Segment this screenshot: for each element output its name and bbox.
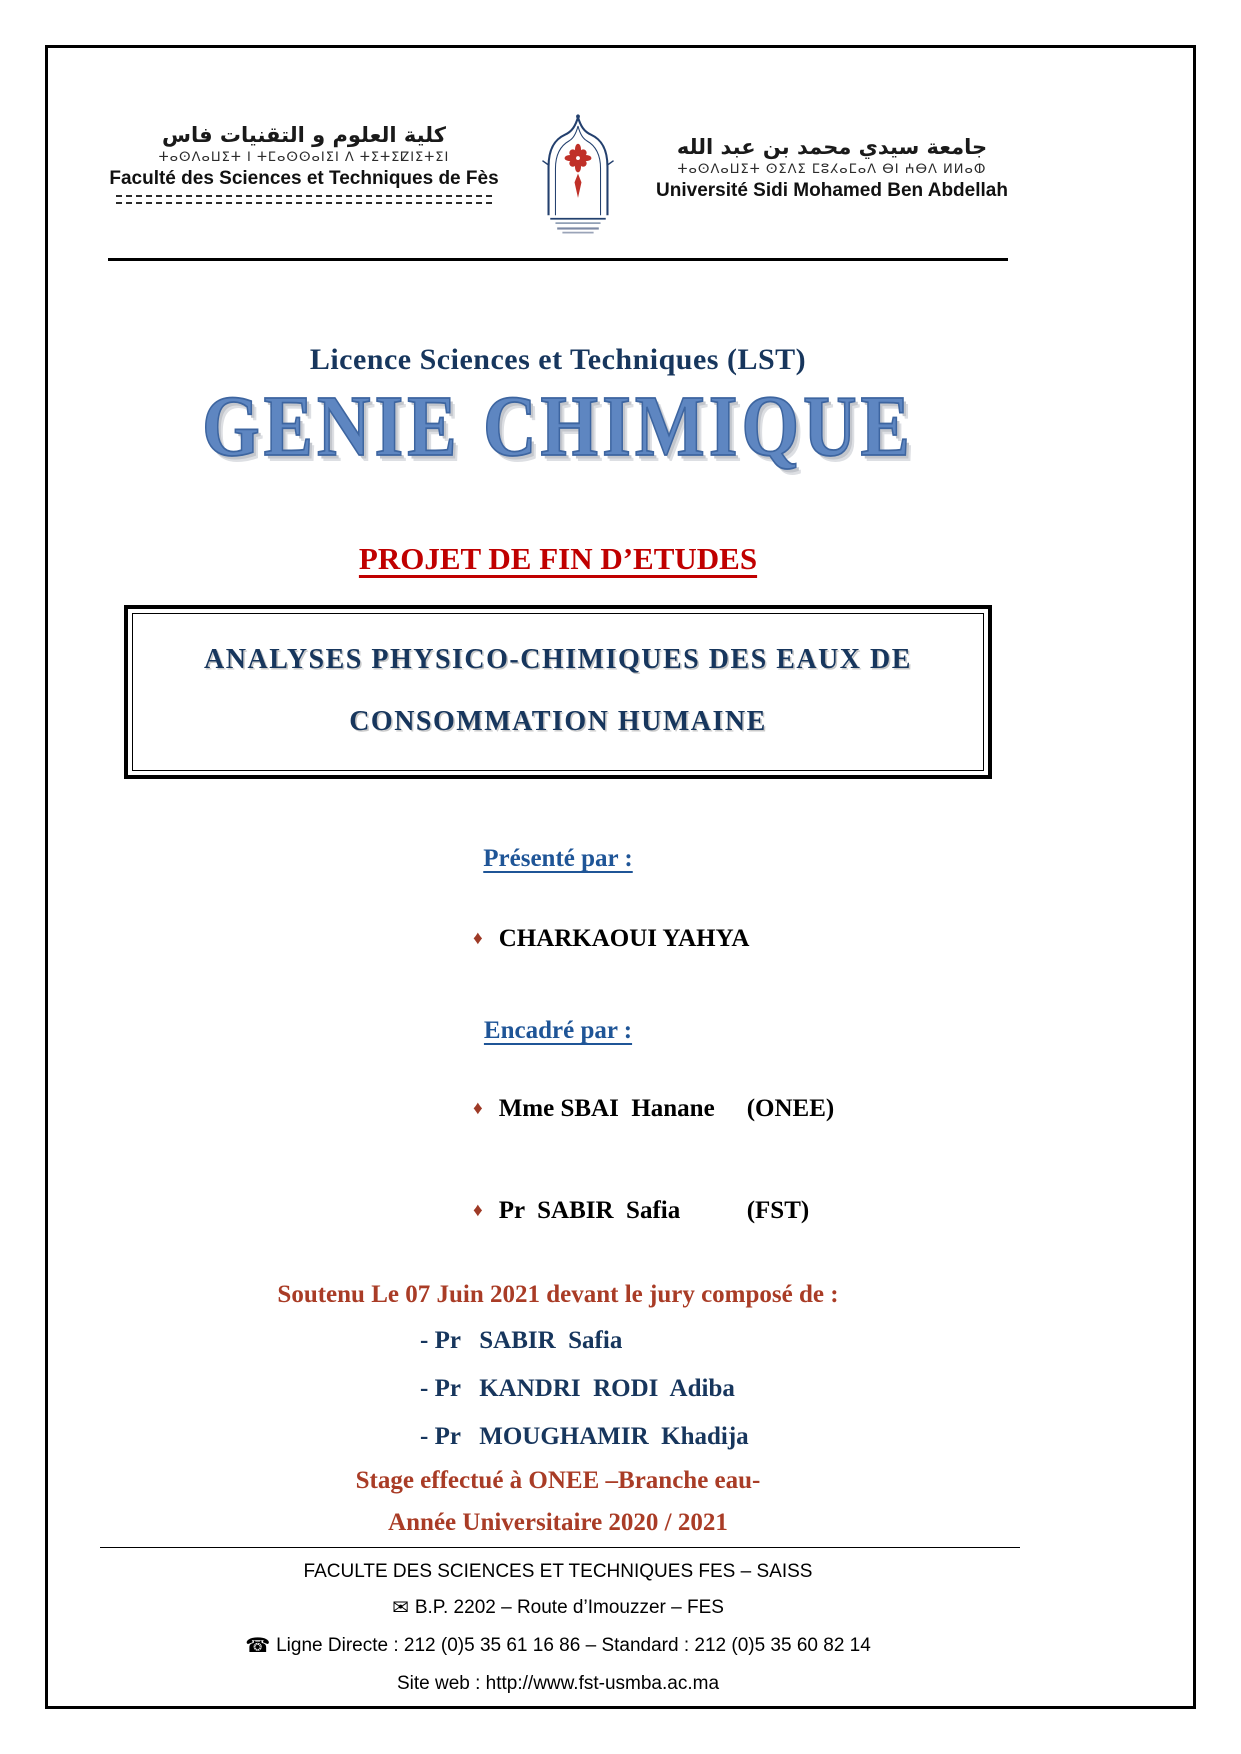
- subject-box: [124, 605, 992, 779]
- specialty-title: GENIE CHIMIQUE: [202, 378, 914, 476]
- faculty-block: [108, 123, 500, 204]
- presented-by-heading: Présenté par :: [483, 845, 633, 873]
- header: [108, 123, 1008, 248]
- student-row: [423, 891, 1008, 987]
- university-name-tifinagh: ⵜⴰⵙⴷⴰⵡⵉⵜ ⵙⵉⴷⵉ ⵎⵓⵃⴰⵎⴰⴷ ⴱⵏ ⵄⴱⴷ ⵍⵍⴰⵀ: [677, 162, 987, 177]
- jury-member: - Pr SABIR Safia: [420, 1327, 623, 1355]
- supervisor-name: Mme SBAI Hanane: [498, 1095, 715, 1123]
- footer-address-text: B.P. 2202 – Route d’Imouzzer – FES: [414, 1597, 724, 1619]
- subject-title-line1: ANALYSES PHYSICO-CHIMIQUES DES EAUX DE: [204, 644, 912, 675]
- document-type-title: PROJET DE FIN D’ETUDES: [358, 541, 758, 576]
- subject-title-line2: CONSOMMATION HUMAINE: [349, 706, 767, 738]
- header-divider: [108, 258, 1008, 261]
- footer-phone: [108, 1634, 1008, 1658]
- jury-member: - Pr MOUGHAMIR Khadija: [420, 1423, 749, 1451]
- program-title: Licence Sciences et Techniques (LST): [309, 343, 807, 376]
- footer-phone-text: Ligne Directe : 212 (0)5 35 61 16 86 – Standard : 212 (0)5 35 60 82 14: [276, 1635, 871, 1657]
- diamond-bullet-icon: ♦: [473, 1200, 483, 1222]
- page-content: [108, 45, 1008, 1696]
- phone-icon: ☎: [245, 1635, 271, 1658]
- supervised-by-heading: Encadré par :: [483, 1017, 633, 1045]
- jury-member: - Pr KANDRI RODI Adiba: [420, 1375, 735, 1403]
- supervisor-row: [423, 1163, 1008, 1259]
- university-block: [656, 123, 1008, 202]
- footer-institution: FACULTE DES SCIENCES ET TECHNIQUES FES – SAISS: [303, 1561, 813, 1583]
- supervisor-name: Pr SABIR Safia: [498, 1197, 681, 1225]
- diamond-bullet-icon: ♦: [473, 1098, 483, 1120]
- university-logo-icon: [526, 113, 630, 243]
- faculty-name-french: Faculté des Sciences et Techniques de Fès: [109, 168, 499, 189]
- supervisor-row: [423, 1061, 1008, 1157]
- university-logo-wrap: [518, 113, 638, 248]
- supervisor-affiliation: (FST): [746, 1197, 810, 1225]
- student-name: CHARKAOUI YAHYA: [498, 925, 750, 953]
- footer: [108, 1560, 1008, 1696]
- supervisors-block: [423, 1061, 1008, 1259]
- faculty-name-arabic: كلية العلوم و التقنيات فاس: [162, 123, 446, 147]
- internship-line: Stage effectué à ONEE –Branche eau-: [355, 1467, 761, 1495]
- defense-intro: Soutenu Le 07 Juin 2021 devant le jury composé de :: [277, 1281, 839, 1309]
- footer-address: [108, 1596, 1008, 1620]
- mail-icon: ✉: [392, 1597, 409, 1620]
- jury-list: [420, 1325, 1008, 1453]
- faculty-name-tifinagh: ⵜⴰⵙⴷⴰⵡⵉⵜ ⵏ ⵜⵎⴰⵙⵙⴰⵏⵉⵏ ⴷ ⵜⵉⵜⵉⵇⵏⵉⵜⵉⵏ: [158, 150, 450, 165]
- footer-divider: [100, 1547, 1020, 1548]
- university-name-french: Université Sidi Mohamed Ben Abdellah: [656, 180, 1008, 201]
- academic-year-line: Année Universitaire 2020 / 2021: [388, 1509, 728, 1537]
- supervisor-affiliation: (ONEE): [746, 1095, 835, 1123]
- subject-box-inner: [132, 613, 984, 771]
- decorative-dashes: [116, 202, 492, 204]
- footer-website: Site web : http://www.fst-usmba.ac.ma: [396, 1673, 720, 1695]
- university-name-arabic: جامعة سيدي محمد بن عبد الله: [676, 135, 988, 159]
- students-block: [423, 891, 1008, 987]
- diamond-bullet-icon: ♦: [473, 928, 483, 950]
- decorative-dashes: [116, 195, 492, 197]
- specialty-title-wrap: [108, 378, 1008, 483]
